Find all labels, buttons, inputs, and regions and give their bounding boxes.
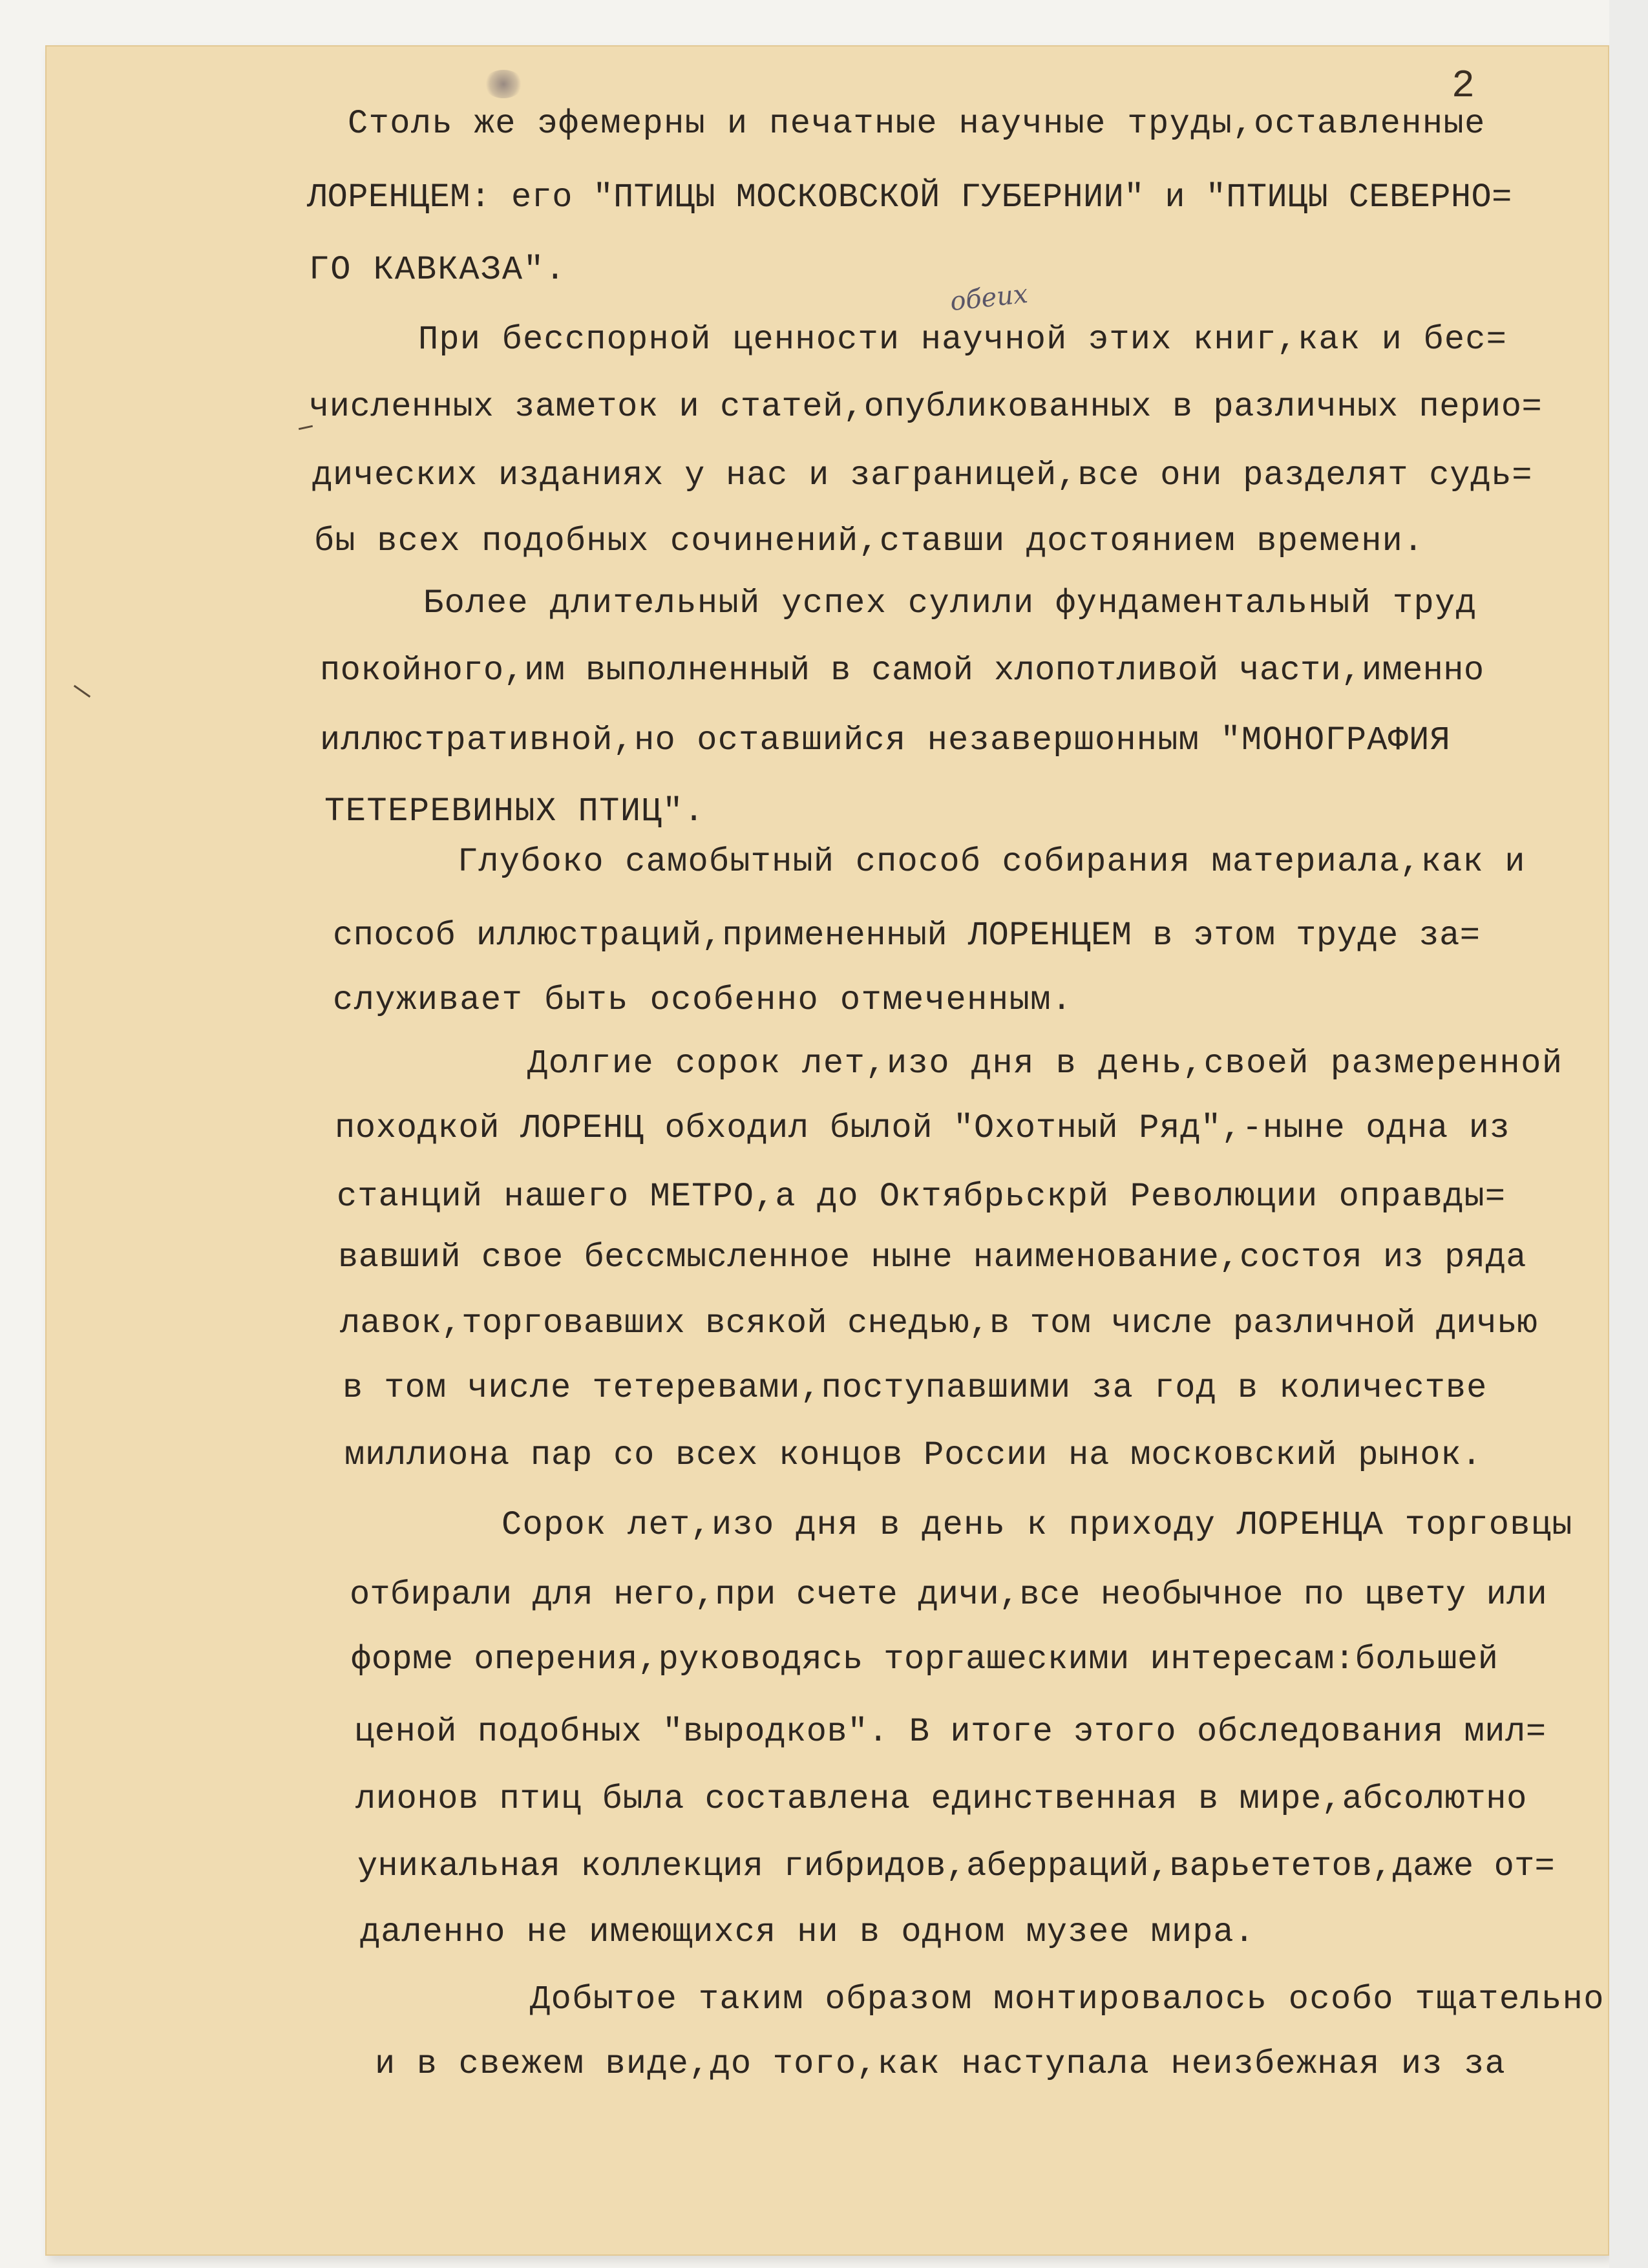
ink-blot-icon — [483, 70, 523, 98]
text-line: лионов птиц была составлена единственная в мире,абсолютно — [355, 1780, 1527, 1818]
handwritten-insertion: обеих — [948, 279, 1030, 317]
text-line: Глубоко самобытный способ собирания материала,как и — [458, 843, 1526, 881]
text-line: станций нашего МЕТРО,а до Октябрьскрй Революции оправды= — [337, 1178, 1506, 1216]
text-line: покойного,им выполненный в самой хлопотливой части,именно — [320, 652, 1484, 690]
text-line: лавок,торговавших всякой снедью,в том числе различной дичью — [340, 1304, 1537, 1342]
text-line: Столь же эфемерны и печатные научные труды,оставленные — [348, 105, 1486, 143]
text-line: дических изданиях у нас и заграницей,все они разделят судь= — [312, 456, 1533, 494]
text-line: численных заметок и статей,опубликованных в различных перио= — [309, 388, 1543, 426]
page-number: 2 — [1452, 65, 1475, 109]
text-line: Более длительный успех сулили фундаментальный труд — [423, 584, 1477, 622]
text-line: ценой подобных "выродков". В итоге этого обследования мил= — [354, 1713, 1547, 1751]
text-line: в том числе тетеревами,поступавшими за год в количестве — [343, 1369, 1488, 1407]
text-line: Долгие сорок лет,изо дня в день,своей размеренной — [527, 1044, 1563, 1083]
text-line: Добытое таким образом монтировалось особо тщательно — [530, 1980, 1605, 2019]
text-line: Сорок лет,изо дня в день к приходу ЛОРЕНЦА торговцы — [502, 1506, 1573, 1544]
text-line: отбирали для него,при счете дичи,все необычное по цвету или — [350, 1576, 1547, 1614]
scan-background-edge — [1609, 0, 1648, 2268]
text-line: уникальная коллекция гибридов,аберраций,варьететов,даже от= — [357, 1847, 1555, 1885]
text-line: походкой ЛОРЕНЦ обходил былой "Охотный Ряд",-ныне одна из — [335, 1109, 1510, 1147]
text-line: форме оперения,руководясь торгашескими интересам:большей — [351, 1640, 1499, 1679]
text-line: служивает быть особенно отмеченным. — [333, 981, 1073, 1019]
text-line: ТЕТЕРЕВИНЫХ ПТИЦ". — [324, 792, 705, 831]
text-line: вавший свое бессмысленное ныне наименование,состоя из ряда — [338, 1238, 1527, 1277]
text-line: миллиона пар со всех концов России на московский рынок. — [344, 1436, 1483, 1474]
text-line: ГО КАВКАЗА". — [309, 251, 567, 289]
text-line: ЛОРЕНЦЕМ: его "ПТИЦЫ МОСКОВСКОЙ ГУБЕРНИИ" и "ПТИЦЫ СЕВЕРНО= — [307, 178, 1512, 217]
text-line: бы всех подобных сочинений,ставши достоянием времени. — [314, 522, 1424, 560]
text-line: При бесспорной ценности научной этих книг,как и бес= — [418, 321, 1508, 359]
text-line: даленно не имеющихся ни в одном музее мира. — [360, 1913, 1255, 1951]
text-line: иллюстративной,но оставшийся незавершонным "МОНОГРАФИЯ — [320, 721, 1451, 759]
text-line: и в свежем виде,до того,как наступала неизбежная из за — [375, 2045, 1506, 2083]
text-line: способ иллюстраций,примененный ЛОРЕНЦЕМ в этом труде за= — [333, 917, 1481, 955]
